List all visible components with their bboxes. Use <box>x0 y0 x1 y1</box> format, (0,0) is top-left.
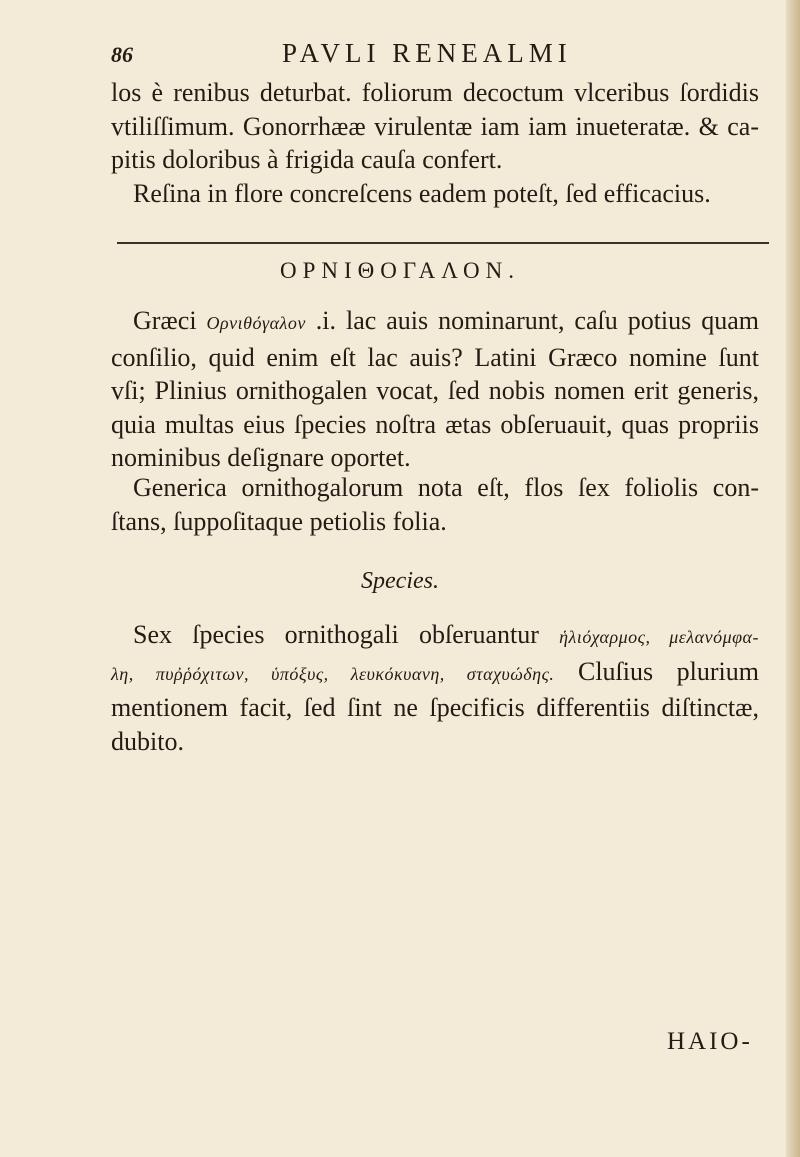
greek-word: ἡλιόχαρμος, μελανόμφα- <box>559 627 760 647</box>
text-line <box>111 304 759 341</box>
text-line: dubito. <box>111 726 184 756</box>
text-line: Generica ornithogalorum nota eſt, flos ſex foliolis con- <box>133 473 759 502</box>
text-line <box>111 655 759 692</box>
text-line: conſilio, quid enim eſt lac auis? Latini Græco nomine ſunt <box>111 342 759 372</box>
text-segment: Cluſius plurium <box>554 656 759 686</box>
page-number: 86 <box>111 42 133 67</box>
species-heading: Species. <box>361 568 439 594</box>
text-line <box>111 618 759 655</box>
text-line: Reſina in flore concreſcens eadem poteſt, ſed efficacius. <box>133 178 711 208</box>
text-line: ſtans, ſuppoſitaque petiolis folia. <box>111 506 447 536</box>
text-segment: Sex ſpecies ornithogali obſeruantur <box>133 620 560 649</box>
text-line: vſi; Plinius ornithogalen vocat, ſed nobis nomen erit generis, <box>111 376 759 405</box>
text-line: nominibus deſignare oportet. <box>111 443 411 472</box>
text-line: los è renibus deturbat. foliorum decoctum vlceribus ſordidis <box>111 78 759 107</box>
text-segment: Græci <box>133 306 207 335</box>
section-title: ΟΡΝΙΘΟΓΑΛΟΝ. <box>280 258 520 283</box>
paragraph-intro <box>111 304 759 475</box>
greek-word: Ορνιθόγαλον <box>206 313 306 333</box>
running-title: PAVLI RENEALMI <box>282 38 572 68</box>
paragraph-generic <box>111 471 759 538</box>
paragraph-top <box>111 76 759 210</box>
paragraph-species <box>111 618 759 758</box>
greek-word: λη, πυῤῥόχιτων, ὑπόξυς, λευκόκυανη, σταχυώδης. <box>111 663 555 684</box>
section-rule <box>117 242 769 244</box>
text-line: vtiliſſimum. Gonorrhææ virulentæ iam iam inueteratæ. & ca- <box>111 111 759 141</box>
text-line: mentionem facit, ſed ſint ne ſpecificis differentiis diſtinctæ, <box>111 693 759 722</box>
running-head <box>0 34 800 74</box>
text-segment: .i. lac auis nominarunt, caſu potius quam <box>305 306 759 335</box>
text-line: pitis doloribus à frigida cauſa confert. <box>111 145 503 174</box>
catchword: HAIO- <box>667 1028 753 1055</box>
text-line: quia multas eius ſpecies noſtra ætas obſeruauit, quas propriis <box>111 409 759 439</box>
